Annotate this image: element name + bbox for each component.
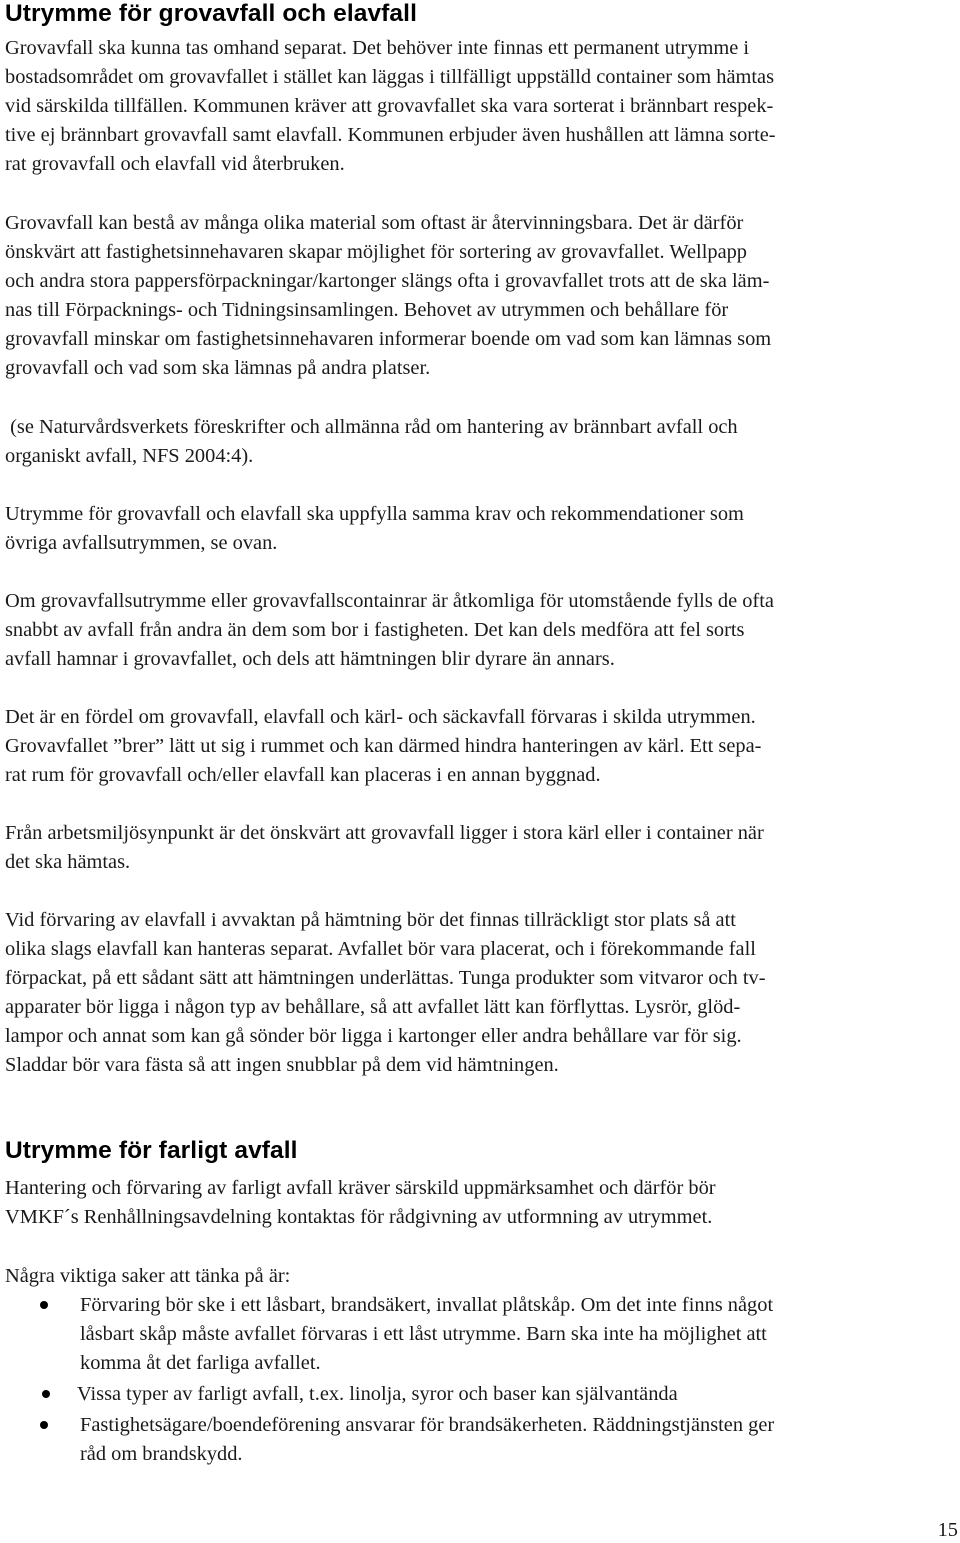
text-line: Hantering och förvaring av farligt avfall kräver särskild uppmärksamhet och därför bör [5, 1177, 716, 1199]
text-line: nas till Förpacknings- och Tidningsinsamlingen. Behovet av utrymmen och behållare för [5, 299, 729, 321]
text-line: lampor och annat som kan gå sönder bör ligga i kartonger eller andra behållare var för sig. [5, 1025, 742, 1047]
list-item [0, 1291, 960, 1378]
text-line: råd om brandskydd. [80, 1443, 243, 1465]
text-line: rat rum för grovavfall och/eller elavfall kan placeras i en annan byggnad. [5, 764, 601, 786]
text-line: komma åt det farliga avfallet. [80, 1352, 321, 1374]
paragraph-elavfall-storage [5, 906, 960, 1080]
text-line: det ska hämtas. [5, 851, 131, 873]
paragraph-farligt-avfall-intro [5, 1174, 960, 1232]
text-line: och andra stora pappersförpackningar/kartonger slängs ofta i grovavfallet trots att de ska läm- [5, 270, 770, 292]
text-line: Grovavfallet ”brer” lätt ut sig i rummet och kan därmed hindra hanteringen av kärl. Ett sepa- [5, 735, 762, 757]
text-line: Det är en fördel om grovavfall, elavfall och kärl- och säckavfall förvaras i skilda utrymmen. [5, 706, 756, 728]
text-line: tive ej brännbart grovavfall samt elavfall. Kommunen erbjuder även hushållen att lämna sorte- [5, 124, 776, 146]
paragraph-reference [5, 413, 960, 471]
text-line: Vid förvaring av elavfall i avvaktan på hämtning bör det finnas tillräckligt stor plats så att [5, 909, 736, 931]
text-line: Grovavfall ska kunna tas omhand separat. Det behöver inte finnas ett permanent utrymme i [5, 37, 750, 59]
paragraph-grovavfall-material [5, 209, 960, 383]
text-line: Sladdar bör vara fästa så att ingen snubblar på dem vid hämtningen. [5, 1054, 559, 1076]
text-line: vid särskilda tillfällen. Kommunen kräver att grovavfallet ska vara sorterat i brännbart respek- [5, 95, 774, 117]
text-line: avfall hamnar i grovavfallet, och dels att hämtningen blir dyrare än annars. [5, 648, 615, 670]
section-heading-farligt-avfall: Utrymme för farligt avfall [5, 1137, 298, 1164]
text-line: olika slags elavfall kan hanteras separat. Avfallet bör vara placerat, och i förekommande fall [5, 938, 756, 960]
text-line: apparater bör ligga i någon typ av behållare, så att avfallet lätt kan förflyttas. Lysrör, glöd- [5, 996, 741, 1018]
text-line: förpackat, på ett sådant sätt att hämtningen underlättas. Tunga produkter som vitvaror och tv- [5, 967, 766, 989]
paragraph-access [5, 587, 960, 674]
bullet-icon [42, 1390, 50, 1398]
text-line: organiskt avfall, NFS 2004:4). [5, 445, 254, 467]
section-heading-grovavfall: Utrymme för grovavfall och elavfall [5, 0, 417, 27]
paragraph-work-environment [5, 819, 960, 877]
text-line: grovavfall minskar om fastighetsinnehavaren informerar boende om vad som kan lämnas som [5, 328, 772, 350]
text-line: (se Naturvårdsverkets föreskrifter och allmänna råd om hantering av brännbart avfall och [5, 416, 738, 438]
text-line: grovavfall och vad som ska lämnas på andra platser. [5, 357, 431, 379]
text-line: Grovavfall kan bestå av många olika material som oftast är återvinningsbara. Det är därför [5, 212, 744, 234]
list-item-text [77, 1380, 960, 1409]
text-line: övriga avfallsutrymmen, se ovan. [5, 532, 278, 554]
text-line: önskvärt att fastighetsinnehavaren skapar möjlighet för sortering av grovavfallet. Wellpapp [5, 241, 748, 263]
text-line: VMKF´s Renhållningsavdelning kontaktas för rådgivning av utformning av utrymmet. [5, 1206, 713, 1228]
list-item [0, 1380, 960, 1409]
bullet-icon [40, 1301, 48, 1309]
paragraph-requirements [5, 500, 960, 558]
bullet-list [0, 1291, 960, 1469]
list-item-text [80, 1291, 960, 1378]
list-item [0, 1411, 960, 1469]
text-line: Från arbetsmiljösynpunkt är det önskvärt att grovavfall ligger i stora kärl eller i container när [5, 822, 764, 844]
page-number: 15 [937, 1519, 958, 1541]
text-line: Fastighetsägare/boendeförening ansvarar för brandsäkerheten. Räddningstjänsten ger [80, 1414, 775, 1436]
list-item-text [80, 1411, 960, 1469]
text-line: bostadsområdet om grovavfallet i stället kan läggas i tillfälligt uppställd container som hämtas [5, 66, 774, 88]
text-line: snabbt av avfall från andra än dem som bor i fastigheten. Det kan dels medföra att fel sorts [5, 619, 745, 641]
text-line: rat grovavfall och elavfall vid återbruken. [5, 153, 345, 175]
text-line: låsbart skåp måste avfallet förvaras i ett låst utrymme. Barn ska inte ha möjlighet att [80, 1323, 767, 1345]
text-line: Förvaring bör ske i ett låsbart, brandsäkert, invallat plåtskåp. Om det inte finns något [80, 1294, 774, 1316]
paragraph-separate-rooms [5, 703, 960, 790]
bullet-icon [40, 1421, 48, 1429]
paragraph-grovavfall-intro [5, 34, 960, 179]
text-line: Vissa typer av farligt avfall, t.ex. linolja, syror och baser kan självantända [77, 1383, 678, 1405]
list-intro: Några viktiga saker att tänka på är: [5, 1265, 291, 1287]
text-line: Utrymme för grovavfall och elavfall ska uppfylla samma krav och rekommendationer som [5, 503, 744, 525]
text-line: Om grovavfallsutrymme eller grovavfallscontainrar är åtkomliga för utomstående fylls de ofta [5, 590, 774, 612]
